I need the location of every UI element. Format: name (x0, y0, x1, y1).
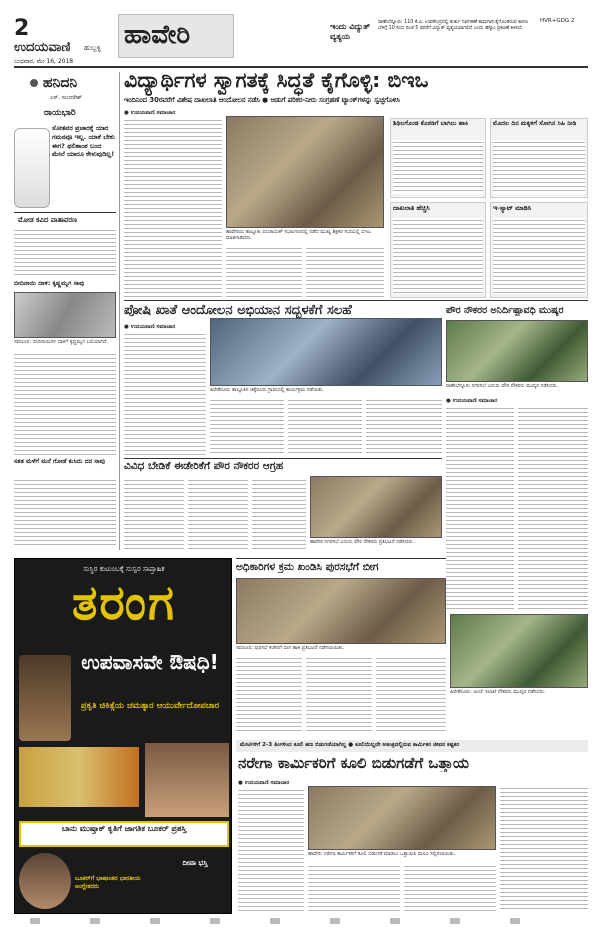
rain-body (14, 478, 116, 548)
lead-col-3 (306, 246, 384, 298)
lead-byline: ● ಉದಯವಾಣಿ ಸಮಾಚಾರ (124, 110, 176, 116)
page-number: 2 (14, 16, 30, 41)
ad-banner-1: ಉಪವಾಸವೇ ಔಷಧಿ! (81, 650, 219, 674)
box4-title: ಇ-ಸ್ಯಾಟ್ ಮಾಡಿಸಿ (493, 204, 532, 212)
story5-photo (236, 578, 446, 644)
story2-col-2 (210, 398, 284, 456)
ad-author-photo (19, 853, 71, 909)
story6-photo (308, 786, 496, 850)
ad-brand: ತರಂಗ (71, 575, 177, 631)
story4-col-1 (124, 478, 184, 552)
district-title: ಹಾವೇರಿ (124, 20, 191, 50)
rain-title: ಸತತ ಮಳೆಗೆ ಮನೆ ಗೋಡೆ ಕುಸಿದು ದನ ಸಾವು (14, 458, 105, 465)
sidebar-rule-1 (14, 212, 116, 213)
story4-caption: ಹಾವೇರಿ ನಗರಸಭೆ ಎದುರು ಪೌರ ನೌಕರರು ಪ್ರತಿಭಟನೆ ನಡೆಸಿದರು. (310, 539, 415, 545)
story6-col-4 (500, 786, 588, 912)
story5-side-photo (450, 614, 588, 688)
ad-tag-1: ಬೂಕರ್‌ಗೆ ಭಾಷಾಂತರ ಭಾರತೀಯ ಅಂಗ್ಲೇತರರು (75, 875, 141, 890)
cartoon-figure (14, 128, 50, 208)
story6-col-3 (404, 864, 496, 912)
lead-photo (226, 116, 384, 228)
date-line: ಬುಧವಾರ, ಮೇ 16, 2018 (14, 58, 74, 65)
story6-caption: ಹಾವೇರಿ: ನರೇಗಾ ಕಾರ್ಮಿಕರಿಗೆ ಕೂಲಿ ಬಿಡುಗಡೆ ಮಾಡಲು ಒತ್ತಾಯಿಸಿ ಮನವಿ ಸಲ್ಲಿಸಲಾಯಿತು. (308, 851, 456, 857)
lead-subhead: ಇಂದಿನಿಂದ 30ರವರೆಗೆ ವಿಶೇಷ ದಾಖಲಾತಿ ಆಂದೋಲನ ನಡೆಸಿ ● ಅಡುಗೆ ಪರಿಕರ-ನೀರು ಸಂಗ್ರಹಣೆ ಟ್ಯಾಂಕ್‌ಗಳನ್ನು ಸ್ವಚ್ಛಗೊಳಿಸಿ (124, 96, 400, 104)
ad-figure (19, 655, 71, 741)
box1-body (393, 140, 483, 194)
story2-col-3 (288, 398, 362, 456)
story3-byline: ● ಉದಯವಾಣಿ ಸಮಾಚಾರ (446, 398, 498, 404)
box4-body (493, 218, 585, 294)
story5-caption: ಸವಣೂರ: ಪುರಸಭೆ ಕಚೇರಿಗೆ ಬೀಗ ಹಾಕಿ ಪ್ರತಿಭಟನೆ ನಡೆಸಲಾಯಿತು. (236, 645, 345, 651)
sidebar-divider (119, 72, 120, 550)
deer-photo (14, 292, 116, 338)
story2-caption: ಹಿರೇಕೆರೂರು ತಾಲ್ಲೂಕಿನ ಚಿಕ್ಕೆರೂರು ಗ್ರಾಮದಲ್ಲಿ ಕಾರ್ಯಕ್ರಮ ನಡೆಯಿತು. (210, 387, 325, 393)
story4-rule (124, 458, 442, 459)
lead-col-2 (226, 246, 302, 298)
ad-tag-2: ದೀಪಾ ಭಸ್ತಿ (182, 859, 208, 867)
ad-portrait (145, 743, 229, 817)
dog-caption: ಸವಣೂರ: ಬೀದಿನಾಯಿಗಳ ದಾಳಿಗೆ ಕೃಷ್ಣಮೃಗ ಬಲಿಯಾಗಿದೆ. (14, 339, 109, 345)
story6-kicker: ಮೇಟಿಗಳಿಗೆ 2-3 ತಿಂಗಳಿಂದ ಕೂಲಿ ಹಣ ಬಿಡುಗಡೆಯಾಗಿಲ್ಲ ● ಕೂಲಿಯಿಲ್ಲದೇ ಅತಂತ್ರದಲ್ಲಿರುವ ಕಾರ್ಮಿಕರ ಜೀವನ ಕಷ್ಟಕರ (240, 742, 460, 748)
box2-title: ದಾಖಲಾತಿ ಹೆಚ್ಚಿಸಿ (393, 204, 430, 212)
ad-drinks (19, 747, 139, 807)
story6-headline: ನರೇಗಾ ಕಾರ್ಮಿಕರಿಗೆ ಕೂಲಿ ಬಿಡುಗಡೆಗೆ ಒತ್ತಾಯ (238, 756, 469, 772)
dog-title: ಬೀದಿನಾಯಿ ದಾಳಿ: ಕೃಷ್ಣಮೃಗ ಸಾವು (14, 280, 85, 287)
weather-title: ಮೋಡ ಕವಿದ ವಾತಾವರಣ (18, 216, 78, 224)
story4-headline: ವಿವಿಧ ಬೇಡಿಕೆ ಈಡೇರಿಕೆಗೆ ಪೌರ ನೌಕರರ ಆಗ್ರಹ (124, 461, 284, 472)
coin-icon (30, 79, 38, 87)
box3-body (493, 140, 585, 194)
story6-byline: ● ಉದಯವಾಣಿ ಸಮಾಚಾರ (238, 780, 290, 786)
story4-col-2 (188, 478, 248, 552)
story4-col-3 (252, 478, 306, 552)
raybhari-text: ಸೋತವರ ಪ್ರಚಾರಕ್ಕೆ ಯಾರ ಗಮನವೂ ಇಲ್ಲ. ಯಾಕೆ ಬೇಕು ಈಗ? ಫಲಿತಾಂಶ ಬಂದ ಮೇಲೆ ಯಾರೂ ಕೇಳುವುದಿಲ್ಲ! (52, 124, 115, 159)
lead-headline: ವಿದ್ಯಾರ್ಥಿಗಳ ಸ್ವಾಗತಕ್ಕೆ ಸಿದ್ಧತೆ ಕೈಗೊಳ್ಳಿ: ಬಿಇಒ (124, 68, 429, 92)
story6-col-2 (308, 864, 400, 912)
taranga-ad (14, 558, 232, 914)
story5-col-2 (306, 656, 372, 734)
box3-title: ಮೊದಲ ದಿನ ಮಕ್ಕಳಿಗೆ ಸೋಗಿನ ಸಿಹಿ ನೀಡಿ (493, 120, 577, 127)
sidebar-author: ಎಸ್. ಸುಂದರೇಶ್ (50, 95, 82, 101)
page-code: HVR+GDG 2 (540, 18, 575, 24)
registration-marks (30, 918, 570, 924)
lead-col-1 (124, 118, 222, 298)
box2-body (393, 218, 483, 294)
story2-byline: ● ಉದಯವಾಣಿ ಸಮಾಚಾರ (124, 324, 176, 330)
story3-caption: ರಾಣೇಬೆನ್ನೂರು ನಗರಸಭೆ ಎದುರು ಪೌರ ನೌಕರರು ಮುಷ್ಕರ ನಡೆಸಿದರು. (446, 383, 559, 389)
story3-photo (446, 320, 588, 382)
power-title: ಇಂದು ವಿದ್ಯುತ್ ವ್ಯತ್ಯಯ (330, 22, 371, 41)
story2-col-4 (366, 398, 442, 456)
story2-col-1 (124, 332, 206, 456)
story5-side-caption: ಹಿರೇಕೆರೂರು: ಅಂಚೆ ಇಲಾಖೆ ನೌಕರರು ಮುಷ್ಕರ ನಡೆಸಿದರು. (450, 689, 546, 695)
raybhari-title: ರಾಯಭಾರಿ (44, 108, 76, 118)
paper-name: ಉದಯವಾಣಿ (14, 40, 71, 55)
story3-col-1 (446, 406, 514, 610)
ad-bar-text: ಬಾನು ಮುಷ್ತಾಕ್ ಕೃತಿಗೆ ಜಾಗತಿಕ ಬೂಕರ್ ಪ್ರಶಸ್ತಿ (61, 824, 187, 833)
lead-caption: ಹಾವೇರಿಯ ತಾಲ್ಲೂಕು ಪಂಚಾಯತ್ ಸಭಾಂಗಣದಲ್ಲಿ ನಡೆದ ಮುಖ್ಯ ಶಿಕ್ಷಕರ ಸಭೆಯಲ್ಲಿ ಬಿಇಒ ಮಾತನಾಡಿದರು. (226, 229, 372, 241)
story5-rule (236, 558, 446, 559)
sidebar-logo: ಹನಿದನಿ (30, 75, 77, 91)
story5-col-3 (376, 656, 446, 734)
story2-photo (210, 318, 442, 386)
story6-col-1 (238, 788, 304, 912)
box1-title: ಶಿಥಿಲಗೊಂಡ ಕೊಠಡಿಗೆ ಬಾಗಿಲು ಹಾಕಿ (393, 120, 468, 127)
weather-body (14, 228, 116, 278)
story2-headline: ಪೋಷಿ ಖಾತೆ ಆಂದೋಲನ ಅಭಿಯಾನ ಸದ್ಬಳಕೆಗೆ ಸಲಹೆ (124, 304, 352, 318)
power-text: ರಾಣೇಬೆನ್ನೂರು: 110 ಕೆ.ವಿ. ಉಪಕೇಂದ್ರದಲ್ಲಿ ತುರ್ತು ನಿರ್ವಹಣೆ ಕಾಮಗಾರಿ ಕೈಗೊಂಡಿರುವ ಕಾರಣ ಬೆಳಿಗ್ಗೆ 10 ರಿಂದ ಸಂಜೆ 5 ರವರೆಗೆ ವಿದ್ಯುತ್ ವ್ಯತ್ಯಯವಾಗಲಿದೆ ಎಂದು ಹೆಸ್ಕಾಂ ಪ್ರಕಟಣೆ ತಿಳಿಸಿದೆ. (378, 20, 528, 31)
story5-col-1 (236, 656, 302, 734)
ad-banner-2: ಪ್ರಕೃತಿ ಚಿಕಿತ್ಸೆಯ ಚಮತ್ಕಾರ ಆಯುರ್ವೇದೋಪಚಾರ (80, 701, 220, 711)
story5-headline: ಅಧಿಕಾರಿಗಳ ಕ್ರಮ ಖಂಡಿಸಿ ಪುರಸಭೆಗೆ ಬೀಗ (236, 562, 379, 573)
ad-top: ಸುಸ್ಥಿರ ಕುಟುಂಬಕ್ಕೆ ಸುಸ್ವರ ಸಾಪ್ತಾಹಿಕ (83, 565, 165, 573)
story4-photo (310, 476, 442, 538)
lead-bottom-rule (124, 300, 588, 301)
story3-col-2 (518, 406, 588, 610)
story3-headline: ಪೌರ ನೌಕರರ ಅನಿರ್ದಿಷ್ಟಾವಧಿ ಮುಷ್ಕರ (446, 306, 564, 316)
dog-body (14, 352, 116, 456)
edition: ಹುಬ್ಬಳ್ಳಿ (84, 44, 101, 52)
